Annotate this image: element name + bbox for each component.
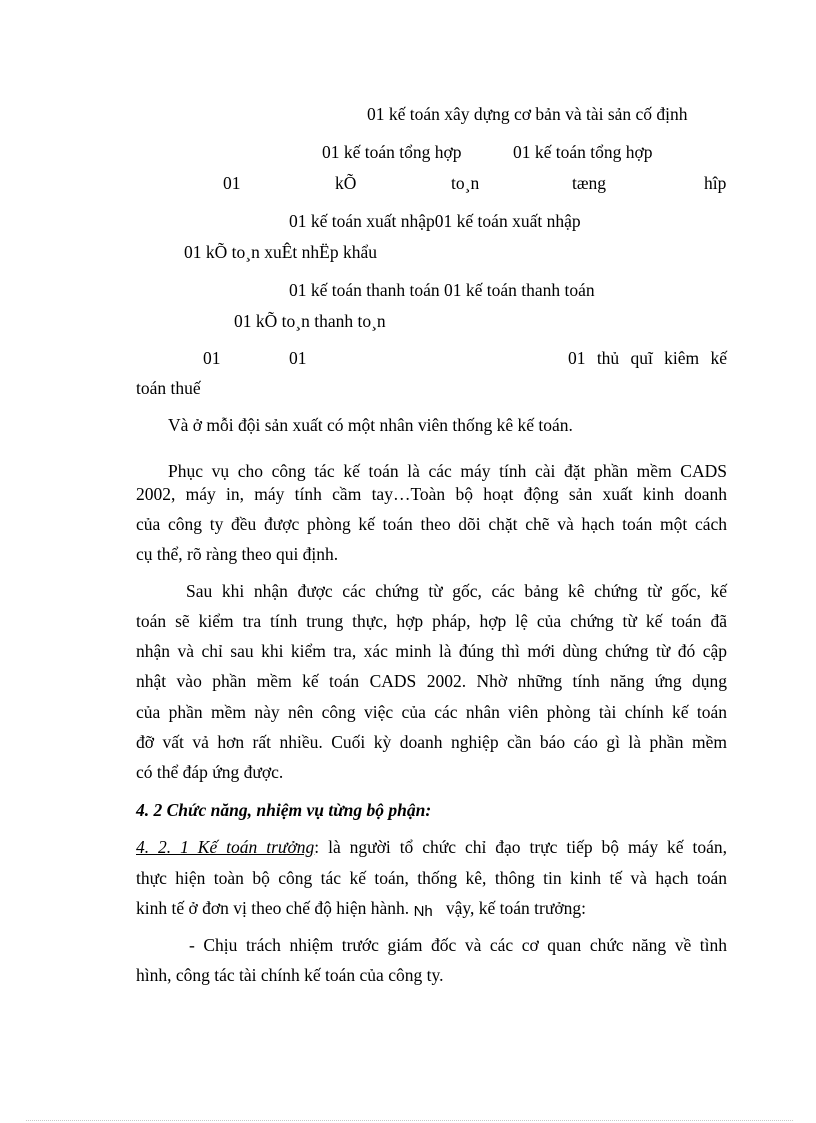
org-garbled-word-5: hîp <box>704 173 727 193</box>
org-line-xuatnhap: 01 kế toán xuất nhập01 kế toán xuất nhập <box>289 211 581 231</box>
paragraph-phuc-vu-line-1: Phục vụ cho công tác kế toán là các máy tính cài đặt phần mềm CADS <box>168 461 727 481</box>
subsection-line-3a: kinh tế ở đơn vị theo chế độ hiện hành. <box>136 898 410 918</box>
paragraph-sau-khi-line-2: toán sẽ kiểm tra tính trung thực, hợp pháp, hợp lệ của chứng từ kế toán đã <box>136 611 727 631</box>
org-line-thanhtoan: 01 kế toán thanh toán 01 kế toán thanh toán <box>289 280 595 300</box>
org-line-xdcb: 01 kế toán xây dựng cơ bản và tài sản cố định <box>367 104 688 124</box>
subsection-ke-toan-truong-line-3 <box>136 897 586 921</box>
org-fragment-01-a: 01 <box>203 348 221 368</box>
org-garbled-word-4: tæng <box>572 173 607 193</box>
page-bottom-dotted-line <box>26 1120 793 1121</box>
org-line-toanthue: toán thuế <box>136 378 201 398</box>
org-line-thanhtoan-garbled: 01 kÕ to¸n thanh to¸n <box>234 311 386 331</box>
org-line-thuquy: 01 thủ quĩ kiêm kế <box>568 348 727 368</box>
org-garbled-word-2: kÕ <box>335 173 357 193</box>
paragraph-sau-khi-line-5: của phần mềm này nên công việc của các nhân viên phòng tài chính kế toán <box>136 702 727 722</box>
subsection-ke-toan-truong-line-2: thực hiện toàn bộ công tác kế toán, thống kê, thông tin kinh tế và hạch toán <box>136 868 727 888</box>
org-garbled-word-1: 01 <box>223 173 241 193</box>
paragraph-sau-khi-line-3: nhận và chỉ sau khi kiểm tra, xác minh là đúng thì mới dùng chứng từ đó cập <box>136 641 727 661</box>
paragraph-sau-khi-line-4: nhật vào phần mềm kế toán CADS 2002. Nhờ những tính năng ứng dụng <box>136 671 727 691</box>
paragraph-phuc-vu-line-4: cụ thể, rõ ràng theo qui định. <box>136 544 339 564</box>
bullet-chiu-trach-nhiem-line-1: - Chịu trách nhiệm trước giám đốc và các cơ quan chức năng về tình <box>189 935 727 955</box>
org-fragment-01-b: 01 <box>289 348 307 368</box>
paragraph-sau-khi-line-7: có thể đáp ứng được. <box>136 762 284 782</box>
paragraph-phuc-vu-line-2: 2002, máy in, máy tính cầm tay…Toàn bộ hoạt động sản xuất kinh doanh <box>136 484 727 504</box>
paragraph-sau-khi-line-1: Sau khi nhận được các chứng từ gốc, các bảng kê chứng từ gốc, kế <box>186 581 727 601</box>
section-heading: 4. 2 Chức năng, nhiệm vụ từng bộ phận: <box>136 800 432 820</box>
paragraph-phuc-vu-line-3: của công ty đều được phòng kế toán theo dõi chặt chẽ và hạch toán một cách <box>136 514 727 534</box>
bullet-chiu-trach-nhiem-line-2: hình, công tác tài chính kế toán của công ty. <box>136 965 444 985</box>
org-line-tonghop-a: 01 kế toán tổng hợp <box>322 142 462 162</box>
subsection-line-1-text: : là người tổ chức chỉ đạo trực tiếp bộ máy kế toán, <box>314 837 727 857</box>
org-line-tonghop-b: 01 kế toán tổng hợp <box>513 142 653 162</box>
subsection-line-3b: vậy, kế toán trưởng: <box>445 898 586 918</box>
subsection-title: 4. 2. 1 Kế toán trưởng <box>136 837 315 857</box>
org-line-xuatnhapkhau-garbled: 01 kÕ to¸n xuÊt nhËp khẩu <box>184 242 377 262</box>
subsection-ke-toan-truong-line-1 <box>136 836 727 858</box>
paragraph-doi-san-xuat: Và ở mỗi đội sản xuất có một nhân viên thống kê kế toán. <box>168 415 573 435</box>
subsection-line-3-nh: Nh <box>413 903 433 920</box>
org-garbled-word-3: to¸n <box>451 173 480 193</box>
paragraph-sau-khi-line-6: đỡ vất vả hơn rất nhiều. Cuối kỳ doanh nghiệp cần báo cáo gì là phần mềm <box>136 732 727 752</box>
